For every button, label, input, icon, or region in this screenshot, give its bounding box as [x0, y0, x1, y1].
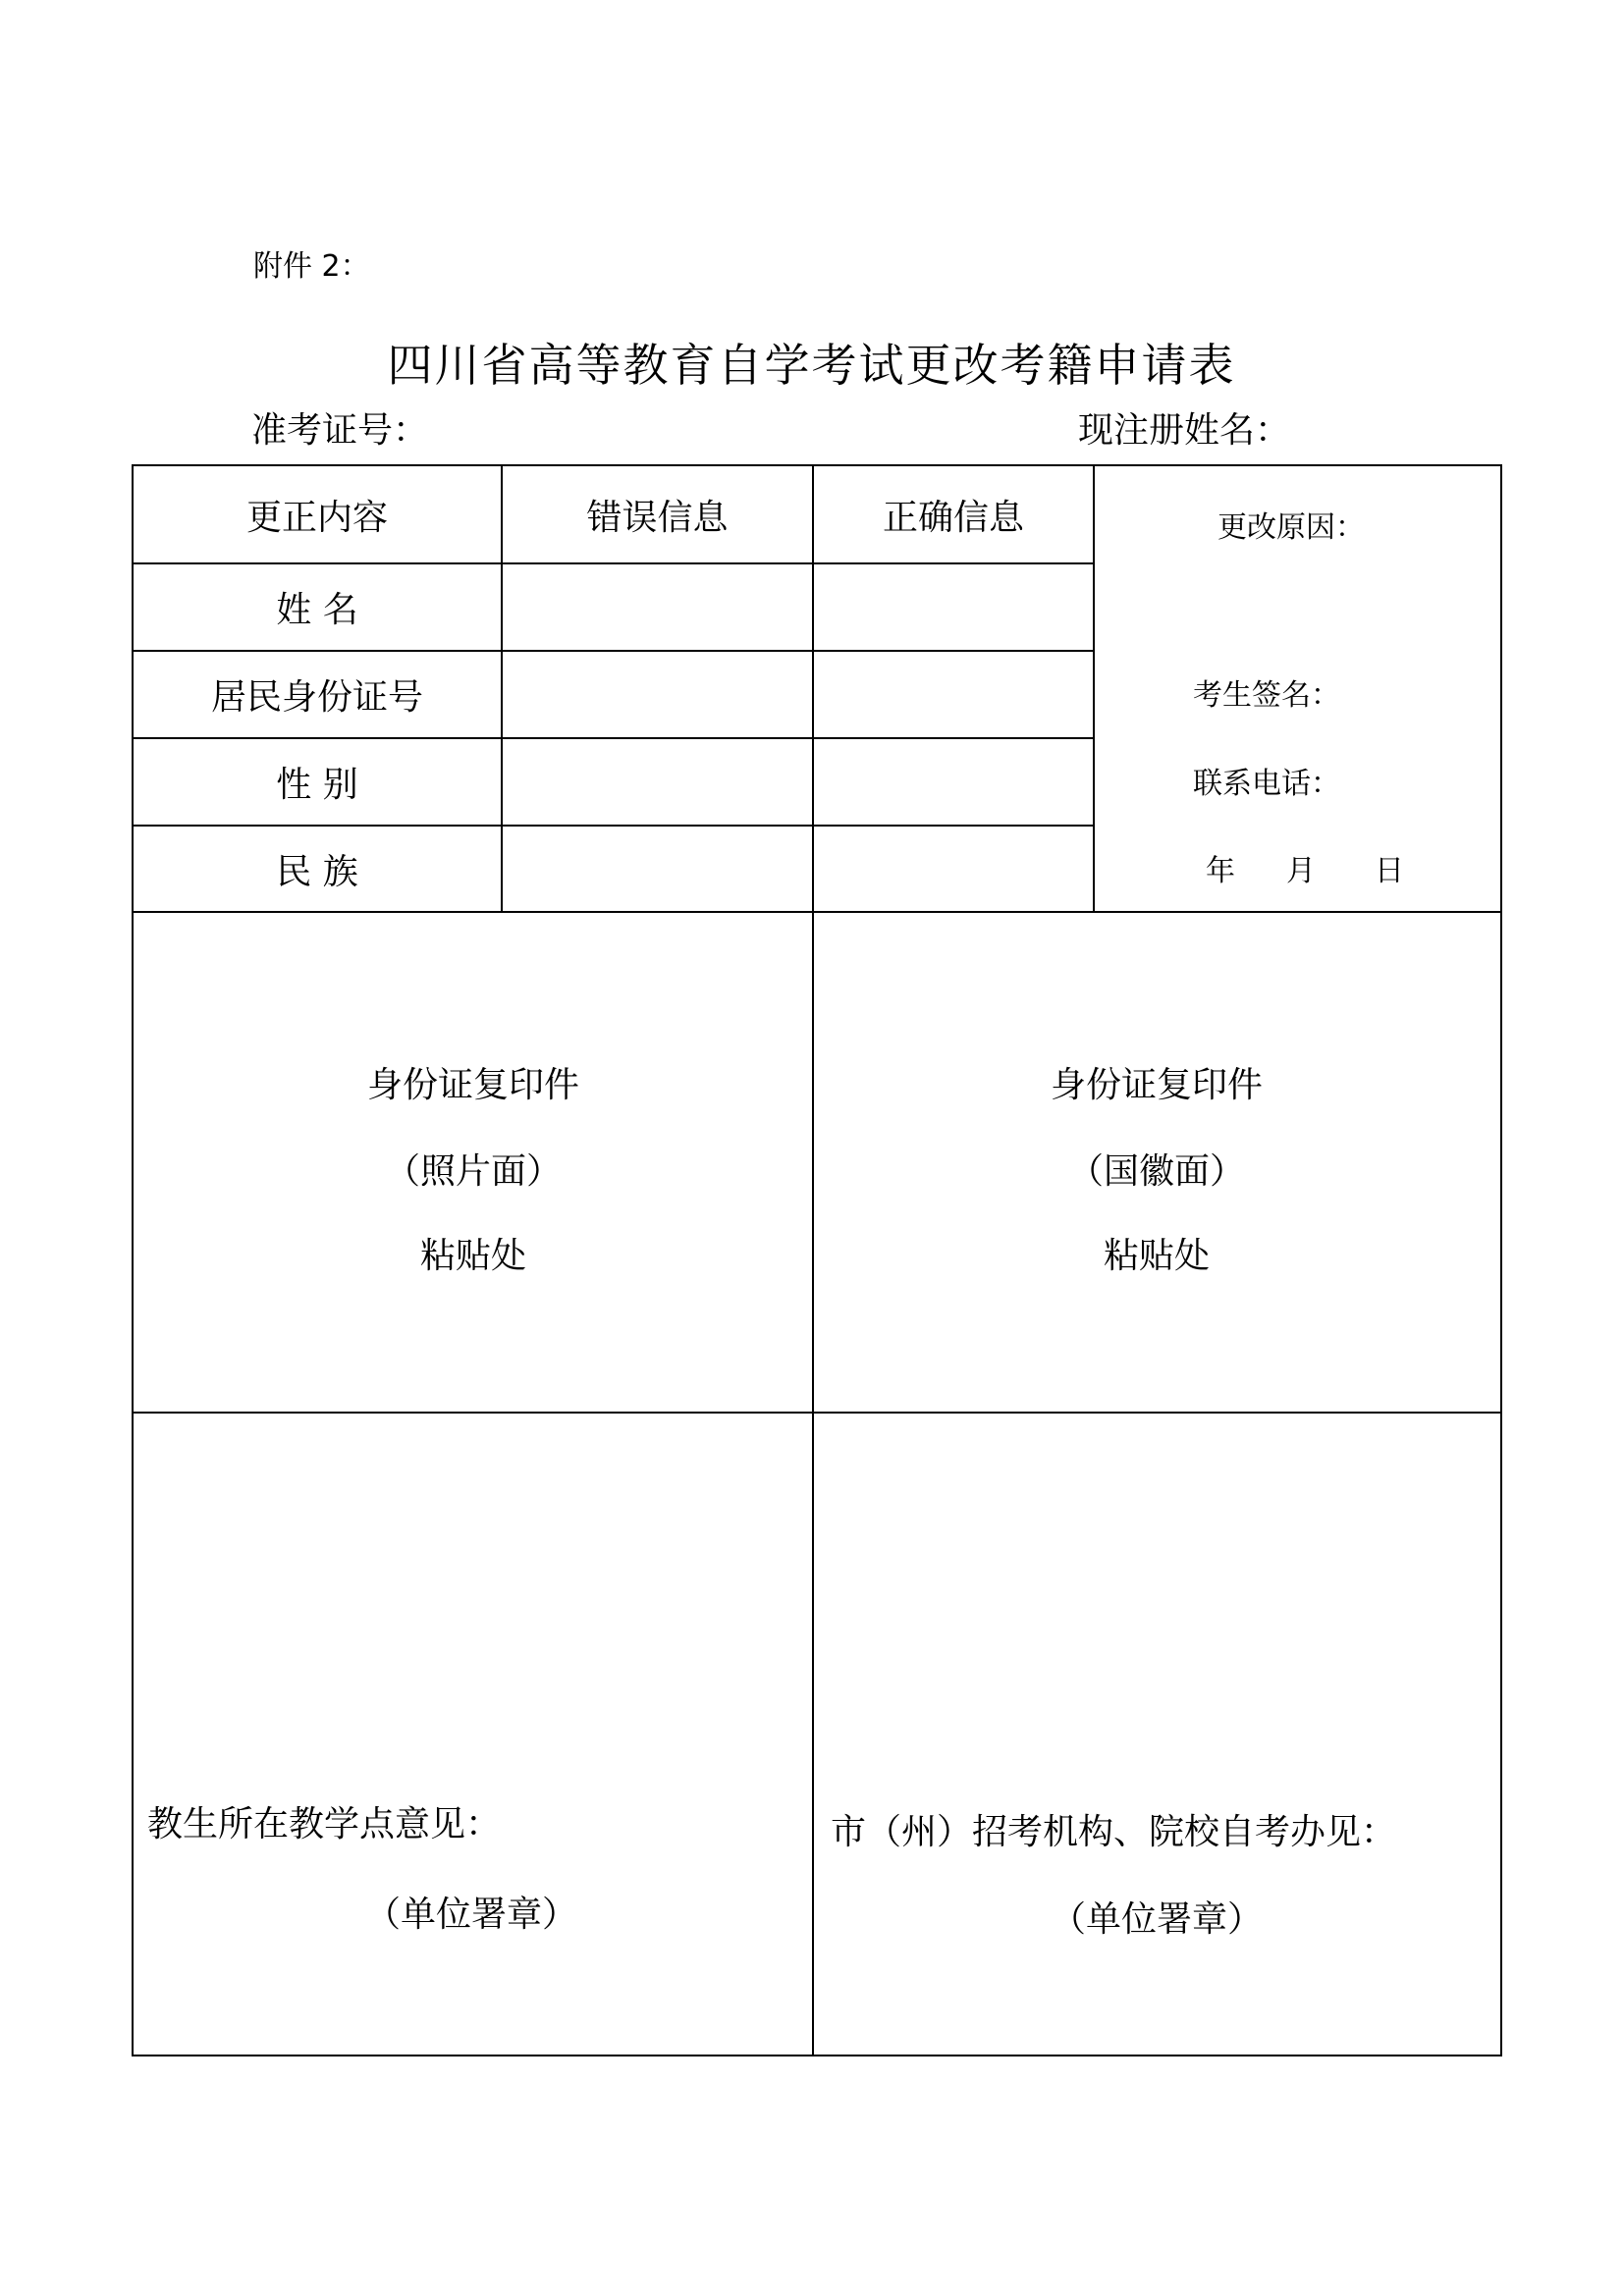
header-correction-item: 更正内容	[245, 497, 388, 538]
date-day-label: 日	[1375, 854, 1404, 888]
correct-gender-field[interactable]	[814, 739, 1093, 825]
current-name-label: 现注册姓名：	[1078, 410, 1291, 451]
id-back-title: 身份证复印件	[1050, 1065, 1264, 1105]
id-front-paste-label: 粘贴处	[419, 1236, 527, 1276]
contact-phone-label: 联系电话：	[1193, 767, 1340, 801]
wrong-ethnicity-field[interactable]	[503, 827, 812, 911]
header-wrong-info: 错误信息	[586, 497, 729, 538]
teaching-point-seal-label: （单位署章）	[364, 1895, 578, 1935]
correct-id-number-field[interactable]	[814, 652, 1093, 737]
wrong-gender-field[interactable]	[503, 739, 812, 825]
id-front-title: 身份证复印件	[366, 1065, 580, 1105]
exam-office-seal-label: （单位署章）	[1050, 1899, 1264, 1940]
table-border-bottom	[132, 2055, 1502, 2056]
table-rule	[1093, 464, 1095, 913]
teaching-point-opinion-label: 教生所在教学点意见：	[147, 1804, 502, 1844]
attachment-label: 附件 2：	[253, 249, 370, 284]
row-label-id-number: 居民身份证号	[210, 677, 423, 718]
wrong-id-number-field[interactable]	[503, 652, 812, 737]
correct-name-field[interactable]	[814, 564, 1093, 650]
change-reason-label: 更改原因：	[1217, 510, 1365, 545]
table-rule	[132, 911, 1502, 913]
id-back-paste-label: 粘贴处	[1103, 1236, 1211, 1276]
row-label-name: 姓 名	[276, 590, 358, 630]
exam-office-opinion-label: 市（州）招考机构、院校自考办见：	[831, 1812, 1397, 1852]
date-year-label: 年	[1206, 854, 1235, 888]
exam-number-label: 准考证号：	[251, 410, 429, 451]
page-title: 四川省高等教育自学考试更改考籍申请表	[387, 339, 1236, 392]
id-front-side-label: （照片面）	[384, 1151, 563, 1192]
candidate-signature-label: 考生签名：	[1193, 678, 1340, 713]
row-label-gender: 性 别	[276, 765, 358, 805]
table-border-right	[1500, 464, 1502, 2056]
date-month-label: 月	[1286, 854, 1316, 888]
row-label-ethnicity: 民 族	[276, 851, 358, 892]
header-correct-info: 正确信息	[882, 497, 1024, 538]
correct-ethnicity-field[interactable]	[814, 827, 1093, 911]
id-back-side-label: （国徽面）	[1067, 1151, 1246, 1192]
wrong-name-field[interactable]	[503, 564, 812, 650]
table-rule	[132, 1412, 1502, 1414]
